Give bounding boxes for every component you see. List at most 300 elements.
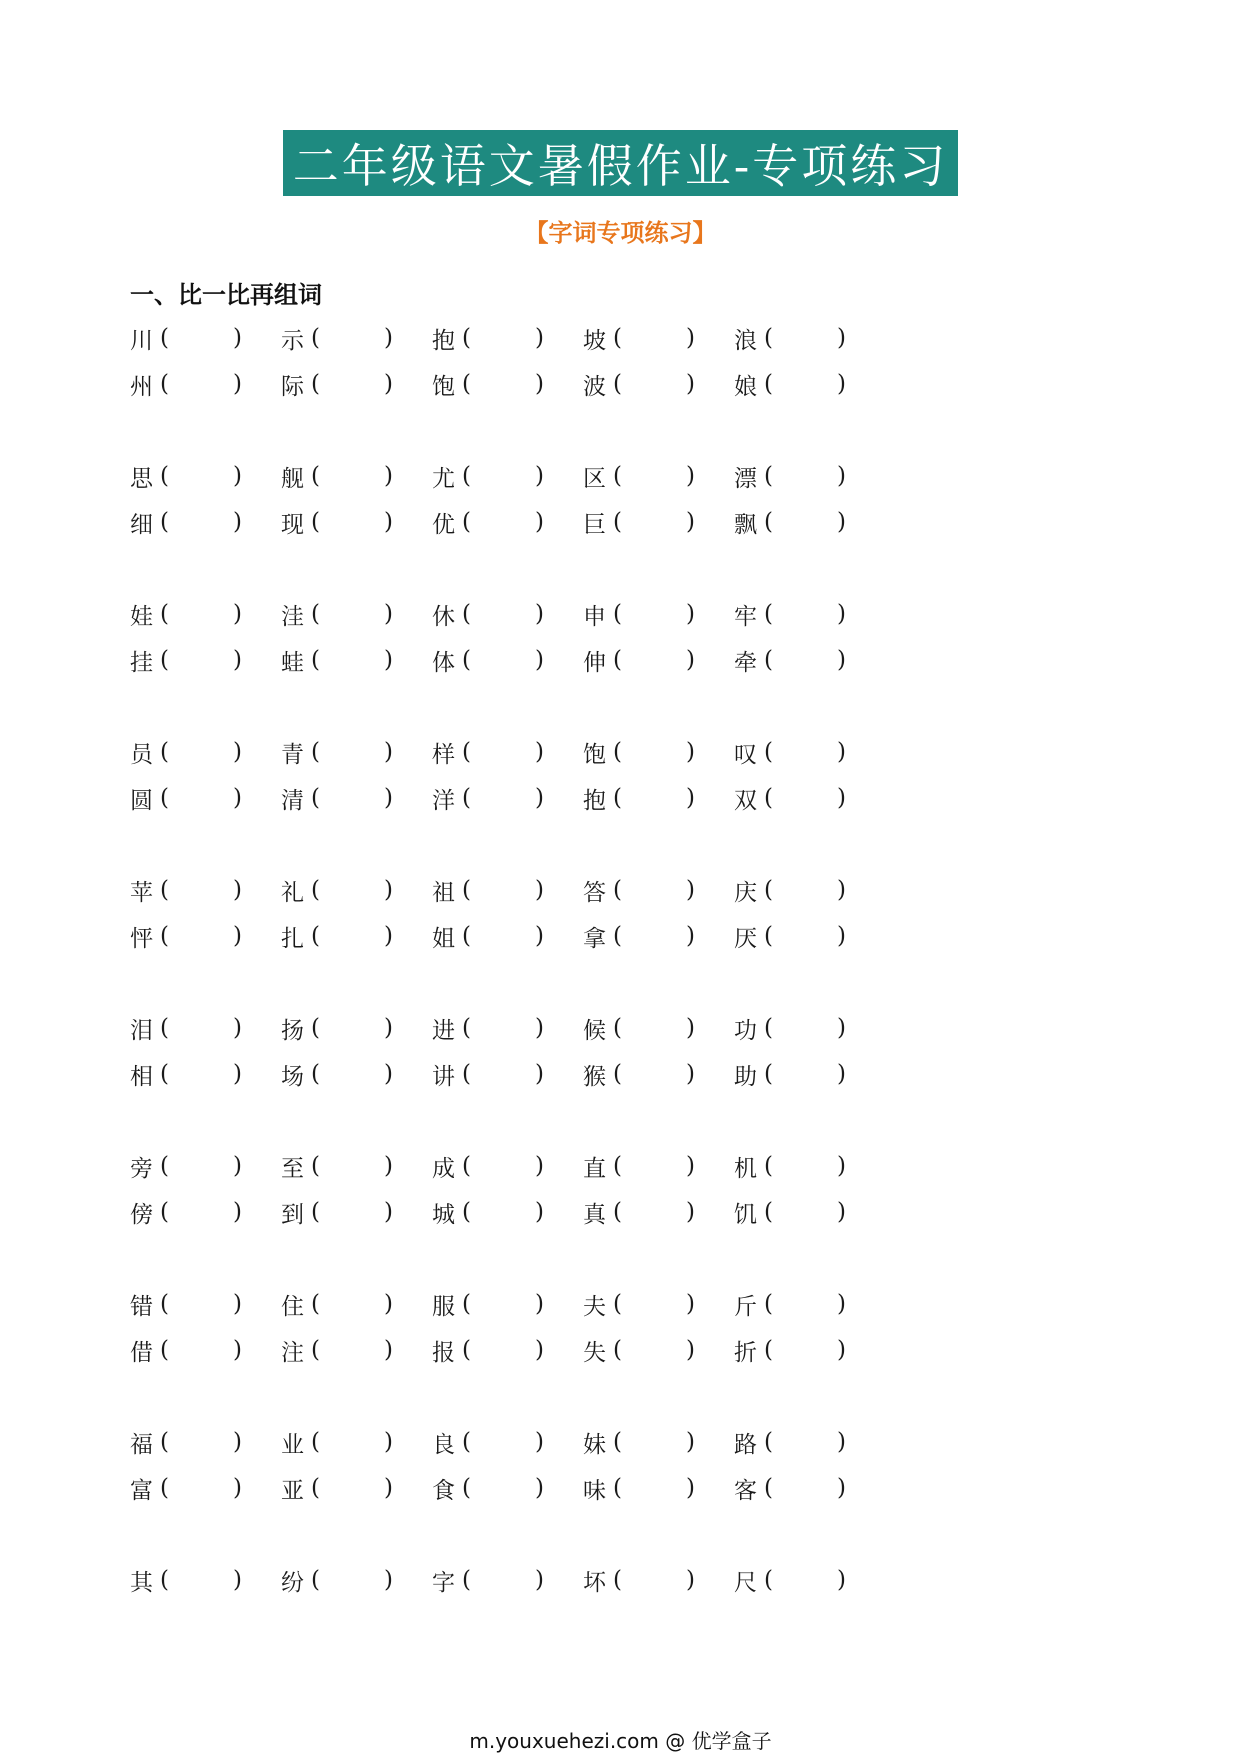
close-paren: ) [837, 325, 846, 351]
answer-blank[interactable] [764, 923, 846, 949]
answer-blank[interactable] [462, 923, 544, 949]
answer-blank[interactable] [311, 1337, 393, 1363]
character: 字 [432, 1569, 455, 1596]
open-paren: ( [613, 1015, 622, 1041]
answer-blank[interactable] [764, 739, 846, 765]
answer-blank[interactable] [160, 1153, 242, 1179]
word-item [432, 874, 583, 907]
word-item [734, 1334, 885, 1367]
answer-blank[interactable] [462, 1199, 544, 1225]
answer-blank[interactable] [462, 647, 544, 673]
word-item [130, 1288, 281, 1321]
character: 亚 [281, 1477, 304, 1504]
close-paren: ) [233, 877, 242, 903]
answer-blank[interactable] [462, 1567, 544, 1593]
answer-blank[interactable] [764, 1199, 846, 1225]
answer-blank[interactable] [462, 601, 544, 627]
open-paren: ( [311, 371, 320, 397]
close-paren: ) [384, 923, 393, 949]
close-paren: ) [384, 1199, 393, 1225]
character: 讲 [432, 1063, 455, 1090]
word-item [734, 598, 885, 631]
character: 尤 [432, 465, 455, 492]
answer-blank[interactable] [462, 1337, 544, 1363]
open-paren: ( [764, 1337, 773, 1363]
character: 姐 [432, 925, 455, 952]
answer-blank[interactable] [160, 601, 242, 627]
answer-blank[interactable] [613, 1337, 695, 1363]
close-paren: ) [535, 463, 544, 489]
close-paren: ) [686, 1567, 695, 1593]
word-item [583, 1058, 734, 1091]
open-paren: ( [462, 1337, 471, 1363]
character: 牢 [734, 603, 757, 630]
word-item [734, 1426, 885, 1459]
open-paren: ( [160, 1337, 169, 1363]
answer-blank[interactable] [160, 325, 242, 351]
close-paren: ) [233, 739, 242, 765]
open-paren: ( [764, 1153, 773, 1179]
answer-blank[interactable] [311, 1291, 393, 1317]
answer-blank[interactable] [462, 325, 544, 351]
word-item [432, 1288, 583, 1321]
answer-blank[interactable] [160, 509, 242, 535]
open-paren: ( [160, 647, 169, 673]
answer-blank[interactable] [613, 1199, 695, 1225]
character: 功 [734, 1017, 757, 1044]
close-paren: ) [686, 509, 695, 535]
word-item [734, 920, 885, 953]
close-paren: ) [837, 1153, 846, 1179]
exercise-group [130, 1281, 1030, 1373]
answer-blank[interactable] [613, 739, 695, 765]
word-item [281, 460, 432, 493]
word-item [734, 506, 885, 539]
close-paren: ) [535, 647, 544, 673]
character: 川 [130, 327, 153, 354]
word-item [734, 1472, 885, 1505]
word-item [130, 874, 281, 907]
word-item [130, 782, 281, 815]
word-item [432, 1564, 583, 1597]
answer-blank[interactable] [462, 371, 544, 397]
page-title-text: 二年级语文暑假作业-专项练习 [292, 139, 949, 193]
close-paren: ) [686, 1429, 695, 1455]
word-item [583, 1426, 734, 1459]
close-paren: ) [837, 1429, 846, 1455]
answer-blank[interactable] [613, 1567, 695, 1593]
character: 真 [583, 1201, 606, 1228]
character: 娘 [734, 373, 757, 400]
answer-blank[interactable] [311, 739, 393, 765]
open-paren: ( [311, 1475, 320, 1501]
word-item [432, 1196, 583, 1229]
answer-blank[interactable] [613, 1429, 695, 1455]
word-item [432, 1334, 583, 1367]
character: 祖 [432, 879, 455, 906]
character: 成 [432, 1155, 455, 1182]
open-paren: ( [613, 1153, 622, 1179]
open-paren: ( [160, 739, 169, 765]
open-paren: ( [462, 785, 471, 811]
word-item [281, 1150, 432, 1183]
answer-blank[interactable] [462, 1291, 544, 1317]
open-paren: ( [613, 463, 622, 489]
word-item [734, 1012, 885, 1045]
answer-blank[interactable] [160, 463, 242, 489]
word-item [130, 322, 281, 355]
close-paren: ) [837, 1199, 846, 1225]
answer-blank[interactable] [160, 1199, 242, 1225]
character: 到 [281, 1201, 304, 1228]
answer-blank[interactable] [160, 1337, 242, 1363]
exercise-group [130, 315, 1030, 407]
answer-blank[interactable] [160, 371, 242, 397]
open-paren: ( [462, 1429, 471, 1455]
close-paren: ) [384, 1337, 393, 1363]
close-paren: ) [384, 1291, 393, 1317]
character: 猴 [583, 1063, 606, 1090]
character: 圆 [130, 787, 153, 814]
close-paren: ) [384, 739, 393, 765]
character: 际 [281, 373, 304, 400]
open-paren: ( [311, 1015, 320, 1041]
word-item [130, 506, 281, 539]
character: 洼 [281, 603, 304, 630]
answer-blank[interactable] [311, 1015, 393, 1041]
answer-blank[interactable] [160, 1015, 242, 1041]
close-paren: ) [686, 1061, 695, 1087]
answer-blank[interactable] [462, 739, 544, 765]
close-paren: ) [535, 1199, 544, 1225]
answer-blank[interactable] [311, 463, 393, 489]
character: 饥 [734, 1201, 757, 1228]
open-paren: ( [613, 739, 622, 765]
answer-blank[interactable] [764, 647, 846, 673]
character: 纷 [281, 1569, 304, 1596]
close-paren: ) [837, 509, 846, 535]
answer-blank[interactable] [764, 785, 846, 811]
exercise-group [130, 1005, 1030, 1097]
answer-blank[interactable] [311, 923, 393, 949]
open-paren: ( [613, 1199, 622, 1225]
answer-blank[interactable] [462, 1153, 544, 1179]
answer-blank[interactable] [311, 1475, 393, 1501]
open-paren: ( [613, 923, 622, 949]
close-paren: ) [535, 1429, 544, 1455]
answer-blank[interactable] [160, 1429, 242, 1455]
word-item [583, 1472, 734, 1505]
word-item [432, 782, 583, 815]
answer-blank[interactable] [764, 1061, 846, 1087]
word-item [432, 1012, 583, 1045]
word-item [281, 322, 432, 355]
exercise-row [130, 591, 1030, 637]
character: 员 [130, 741, 153, 768]
character: 飘 [734, 511, 757, 538]
open-paren: ( [764, 463, 773, 489]
open-paren: ( [311, 647, 320, 673]
answer-blank[interactable] [764, 877, 846, 903]
close-paren: ) [686, 1015, 695, 1041]
open-paren: ( [764, 1015, 773, 1041]
answer-blank[interactable] [613, 1015, 695, 1041]
open-paren: ( [462, 1475, 471, 1501]
close-paren: ) [233, 647, 242, 673]
answer-blank[interactable] [311, 785, 393, 811]
character: 样 [432, 741, 455, 768]
open-paren: ( [764, 647, 773, 673]
character: 优 [432, 511, 455, 538]
character: 细 [130, 511, 153, 538]
answer-blank[interactable] [613, 463, 695, 489]
close-paren: ) [535, 1567, 544, 1593]
close-paren: ) [837, 1061, 846, 1087]
answer-blank[interactable] [764, 601, 846, 627]
answer-blank[interactable] [613, 785, 695, 811]
answer-blank[interactable] [764, 509, 846, 535]
open-paren: ( [160, 1061, 169, 1087]
character: 庆 [734, 879, 757, 906]
close-paren: ) [384, 1153, 393, 1179]
close-paren: ) [535, 1061, 544, 1087]
close-paren: ) [233, 1337, 242, 1363]
close-paren: ) [686, 877, 695, 903]
open-paren: ( [764, 1429, 773, 1455]
close-paren: ) [837, 647, 846, 673]
open-paren: ( [613, 325, 622, 351]
answer-blank[interactable] [613, 325, 695, 351]
answer-blank[interactable] [613, 1291, 695, 1317]
close-paren: ) [535, 1337, 544, 1363]
word-item [734, 782, 885, 815]
page-subtitle: 【字词专项练习】 [524, 219, 717, 247]
open-paren: ( [764, 371, 773, 397]
word-item [734, 736, 885, 769]
word-item [583, 368, 734, 401]
close-paren: ) [535, 877, 544, 903]
close-paren: ) [837, 1015, 846, 1041]
open-paren: ( [160, 509, 169, 535]
character: 坏 [583, 1569, 606, 1596]
close-paren: ) [535, 1153, 544, 1179]
open-paren: ( [311, 1429, 320, 1455]
answer-blank[interactable] [613, 509, 695, 535]
word-item [734, 1288, 885, 1321]
word-item [281, 644, 432, 677]
answer-blank[interactable] [613, 923, 695, 949]
answer-blank[interactable] [160, 1291, 242, 1317]
answer-blank[interactable] [160, 877, 242, 903]
word-item [281, 1196, 432, 1229]
word-item [281, 368, 432, 401]
close-paren: ) [233, 371, 242, 397]
close-paren: ) [384, 325, 393, 351]
character: 相 [130, 1063, 153, 1090]
answer-blank[interactable] [462, 509, 544, 535]
character: 福 [130, 1431, 153, 1458]
exercise-group [130, 1143, 1030, 1235]
word-item [734, 1196, 885, 1229]
open-paren: ( [160, 877, 169, 903]
answer-blank[interactable] [160, 785, 242, 811]
word-item [583, 598, 734, 631]
answer-blank[interactable] [311, 877, 393, 903]
close-paren: ) [686, 647, 695, 673]
answer-blank[interactable] [160, 739, 242, 765]
answer-blank[interactable] [613, 877, 695, 903]
answer-blank[interactable] [764, 1015, 846, 1041]
answer-blank[interactable] [613, 1475, 695, 1501]
answer-blank[interactable] [311, 647, 393, 673]
character: 富 [130, 1477, 153, 1504]
answer-blank[interactable] [764, 463, 846, 489]
open-paren: ( [764, 923, 773, 949]
answer-blank[interactable] [462, 1061, 544, 1087]
open-paren: ( [462, 1199, 471, 1225]
open-paren: ( [311, 877, 320, 903]
open-paren: ( [160, 1153, 169, 1179]
word-item [130, 598, 281, 631]
word-item [281, 506, 432, 539]
character: 体 [432, 649, 455, 676]
answer-blank[interactable] [764, 1153, 846, 1179]
word-item [130, 1564, 281, 1597]
answer-blank[interactable] [764, 371, 846, 397]
answer-blank[interactable] [311, 371, 393, 397]
answer-blank[interactable] [311, 509, 393, 535]
answer-blank[interactable] [764, 1291, 846, 1317]
character: 舰 [281, 465, 304, 492]
character: 厌 [734, 925, 757, 952]
answer-blank[interactable] [311, 325, 393, 351]
character: 拿 [583, 925, 606, 952]
answer-blank[interactable] [311, 1153, 393, 1179]
answer-blank[interactable] [160, 1475, 242, 1501]
answer-blank[interactable] [311, 1567, 393, 1593]
character: 至 [281, 1155, 304, 1182]
answer-blank[interactable] [462, 463, 544, 489]
answer-blank[interactable] [160, 647, 242, 673]
close-paren: ) [686, 739, 695, 765]
word-item [281, 1426, 432, 1459]
open-paren: ( [160, 371, 169, 397]
open-paren: ( [311, 1291, 320, 1317]
word-item [583, 322, 734, 355]
exercise-row [130, 729, 1030, 775]
open-paren: ( [311, 1567, 320, 1593]
answer-blank[interactable] [462, 1475, 544, 1501]
word-item [130, 1012, 281, 1045]
word-item [281, 1564, 432, 1597]
word-item [432, 506, 583, 539]
close-paren: ) [384, 1061, 393, 1087]
answer-blank[interactable] [311, 601, 393, 627]
word-item [281, 736, 432, 769]
character: 漂 [734, 465, 757, 492]
close-paren: ) [837, 785, 846, 811]
word-item [734, 1058, 885, 1091]
open-paren: ( [462, 1291, 471, 1317]
answer-blank[interactable] [613, 1061, 695, 1087]
exercise-group [130, 591, 1030, 683]
exercise-row [130, 1557, 1030, 1603]
close-paren: ) [535, 371, 544, 397]
word-item [432, 1150, 583, 1183]
answer-blank[interactable] [764, 325, 846, 351]
character: 夫 [583, 1293, 606, 1320]
exercise-group [130, 867, 1030, 959]
close-paren: ) [384, 1567, 393, 1593]
character: 饱 [432, 373, 455, 400]
open-paren: ( [764, 1199, 773, 1225]
character: 尺 [734, 1569, 757, 1596]
word-item [734, 874, 885, 907]
answer-blank[interactable] [160, 1061, 242, 1087]
answer-blank[interactable] [764, 1567, 846, 1593]
answer-blank[interactable] [764, 1429, 846, 1455]
answer-blank[interactable] [613, 371, 695, 397]
answer-blank[interactable] [462, 785, 544, 811]
open-paren: ( [311, 785, 320, 811]
answer-blank[interactable] [462, 1429, 544, 1455]
answer-blank[interactable] [613, 1153, 695, 1179]
answer-blank[interactable] [613, 601, 695, 627]
answer-blank[interactable] [462, 1015, 544, 1041]
close-paren: ) [233, 1291, 242, 1317]
open-paren: ( [311, 1153, 320, 1179]
open-paren: ( [311, 463, 320, 489]
answer-blank[interactable] [311, 1429, 393, 1455]
answer-blank[interactable] [311, 1061, 393, 1087]
word-item [130, 1150, 281, 1183]
close-paren: ) [535, 785, 544, 811]
open-paren: ( [160, 1199, 169, 1225]
answer-blank[interactable] [764, 1337, 846, 1363]
word-item [432, 1426, 583, 1459]
character: 挂 [130, 649, 153, 676]
open-paren: ( [764, 877, 773, 903]
answer-blank[interactable] [160, 1567, 242, 1593]
answer-blank[interactable] [311, 1199, 393, 1225]
answer-blank[interactable] [613, 647, 695, 673]
close-paren: ) [233, 509, 242, 535]
close-paren: ) [837, 877, 846, 903]
exercise-row [130, 637, 1030, 683]
open-paren: ( [160, 1015, 169, 1041]
open-paren: ( [613, 601, 622, 627]
close-paren: ) [837, 1567, 846, 1593]
word-item [130, 644, 281, 677]
open-paren: ( [613, 1291, 622, 1317]
open-paren: ( [462, 739, 471, 765]
close-paren: ) [686, 1153, 695, 1179]
character: 区 [583, 465, 606, 492]
exercise-group [130, 1557, 1030, 1603]
word-item [583, 1012, 734, 1045]
character: 直 [583, 1155, 606, 1182]
answer-blank[interactable] [160, 923, 242, 949]
character: 傍 [130, 1201, 153, 1228]
answer-blank[interactable] [462, 877, 544, 903]
character: 现 [281, 511, 304, 538]
word-item [432, 1472, 583, 1505]
word-item [281, 874, 432, 907]
close-paren: ) [233, 1153, 242, 1179]
open-paren: ( [764, 785, 773, 811]
answer-blank[interactable] [764, 1475, 846, 1501]
open-paren: ( [462, 325, 471, 351]
